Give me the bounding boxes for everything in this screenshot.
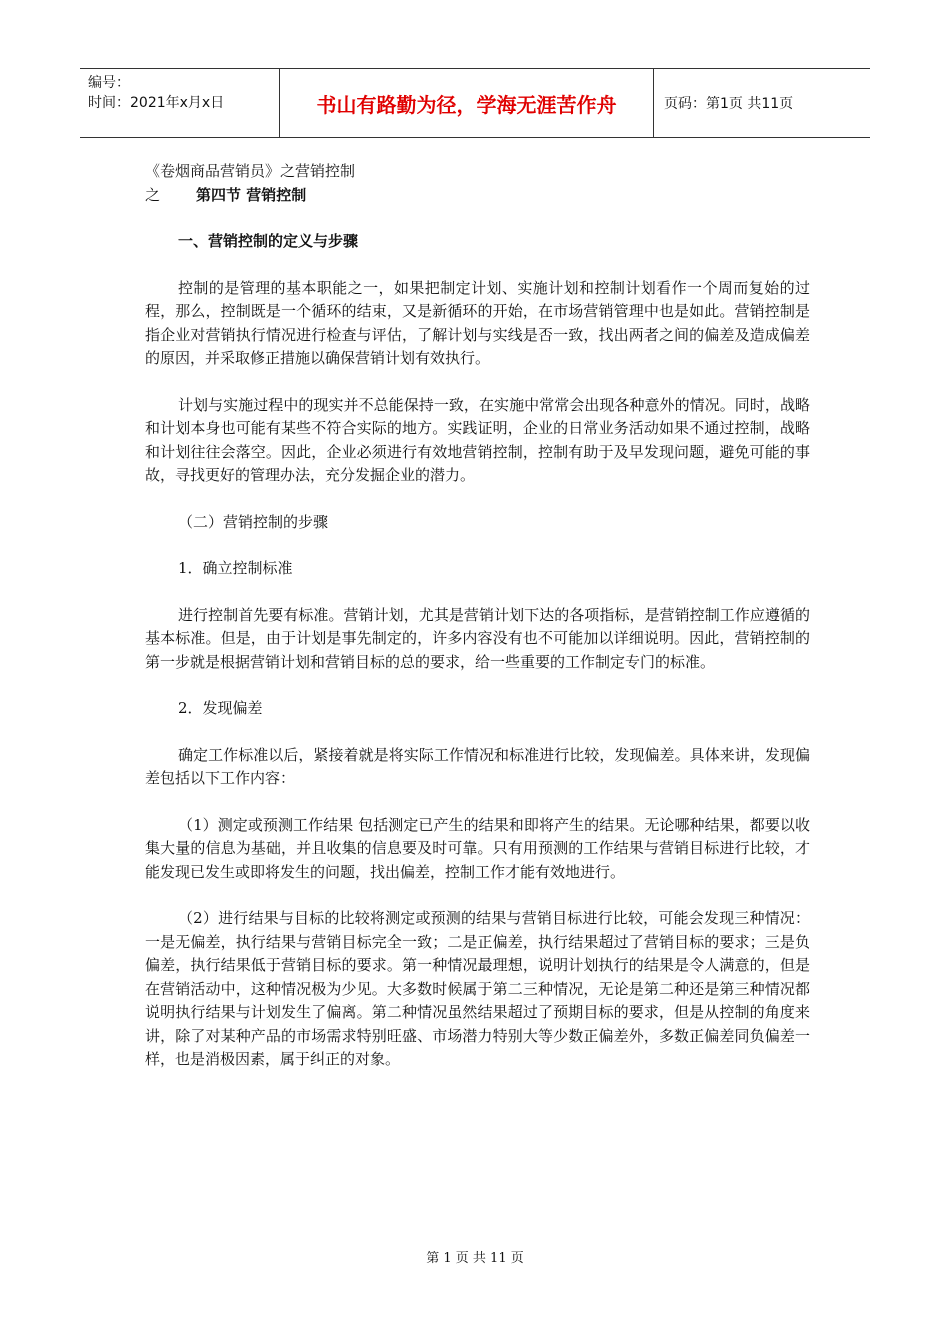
section-line — [145, 184, 810, 208]
header-meta — [80, 69, 280, 137]
page-header — [80, 68, 870, 138]
heading-1: 一、营销控制的定义与步骤 — [178, 232, 359, 250]
paragraph-5: （1）测定或预测工作结果 包括测定已产生的结果和即将产生的结果。无论哪种结果，都要以收集大量的信息为基础，并且收集的信息要及时可靠。只有用预测的工作结果与营销目标进行比较，才能发现已发生或即将发生的问题，找出偏差，控制工作才能有效地进行。 — [145, 815, 810, 881]
date-label: 时间：2021年x月x日 — [88, 95, 225, 111]
paragraph-3: 进行控制首先要有标准。营销计划，尤其是营销计划下达的各项指标，是营销控制工作应遵循的基本标准。但是，由于计划是事先制定的，许多内容没有也不可能加以详细说明。因此，营销控制的第一步就是根据营销计划和营销目标的总的要求，给一些重要的工作制定专门的标准。 — [145, 605, 810, 671]
doc-title: 《卷烟商品营销员》之营销控制 — [145, 162, 356, 180]
paragraph-2: 计划与实施过程中的现实并不总能保持一致，在实施中常常会出现各种意外的情况。同时，战略和计划本身也可能有某些不符合实际的地方。实践证明，企业的日常业务活动如果不通过控制，战略和计划往往会落空。因此，企业必须进行有效地营销控制，控制有助于及早发现问题，避免可能的事故，寻找更好的管理办法，充分发掘企业的潜力。 — [145, 395, 810, 484]
number-label: 编号： — [88, 75, 130, 91]
paragraph-1: 控制的是管理的基本职能之一，如果把制定计划、实施计划和控制计划看作一个周而复始的过程，那么，控制既是一个循环的结束，又是新循环的开始，在市场营销管理中也是如此。营销控制是指企业对营销执行情况进行检查与评估，了解计划与实线是否一致，找出两者之间的偏差及造成偏差的原因，并采取修正措施以确保营销计划有效执行。 — [145, 278, 810, 367]
motto: 书山有路勤为径，学海无涯苦作舟 — [280, 69, 654, 137]
sub-heading: （二）营销控制的步骤 — [178, 512, 329, 531]
paragraph-6: （2）进行结果与目标的比较将测定或预测的结果与营销目标进行比较，可能会发现三种情况：一是无偏差，执行结果与营销目标完全一致；二是正偏差，执行结果超过了营销目标的要求；三是负偏差，执行结果低于营销目标的要求。第一种情况最理想，说明计划执行的结果是令人满意的，但是在营销活动中，这种情况极为少见。大多数时候属于第二三种情况，无论是第二种还是第三种情况都说明执行结果与计划发生了偏离。第二种情况虽然结果超过了预期目标的要求，但是从控制的角度来讲，除了对某种产品的市场需求特别旺盛、市场潜力特别大等少数正偏差外，多数正偏差同负偏差一样，也是消极因素，属于纠正的对象。 — [145, 909, 810, 1068]
page-label: 页码：第1页 共11页 — [664, 96, 794, 112]
document-body — [145, 160, 810, 1072]
item-1-title: 1．确立控制标准 — [178, 559, 293, 577]
item-2-title: 2．发现偏差 — [178, 699, 263, 717]
section-prefix: 之 — [145, 185, 161, 204]
section-title: 第四节 营销控制 — [196, 185, 307, 204]
page-footer: 第 1 页 共 11 页 — [426, 1251, 524, 1266]
paragraph-4: 确定工作标准以后，紧接着就是将实际工作情况和标准进行比较，发现偏差。具体来讲，发现偏差包括以下工作内容： — [145, 745, 810, 787]
